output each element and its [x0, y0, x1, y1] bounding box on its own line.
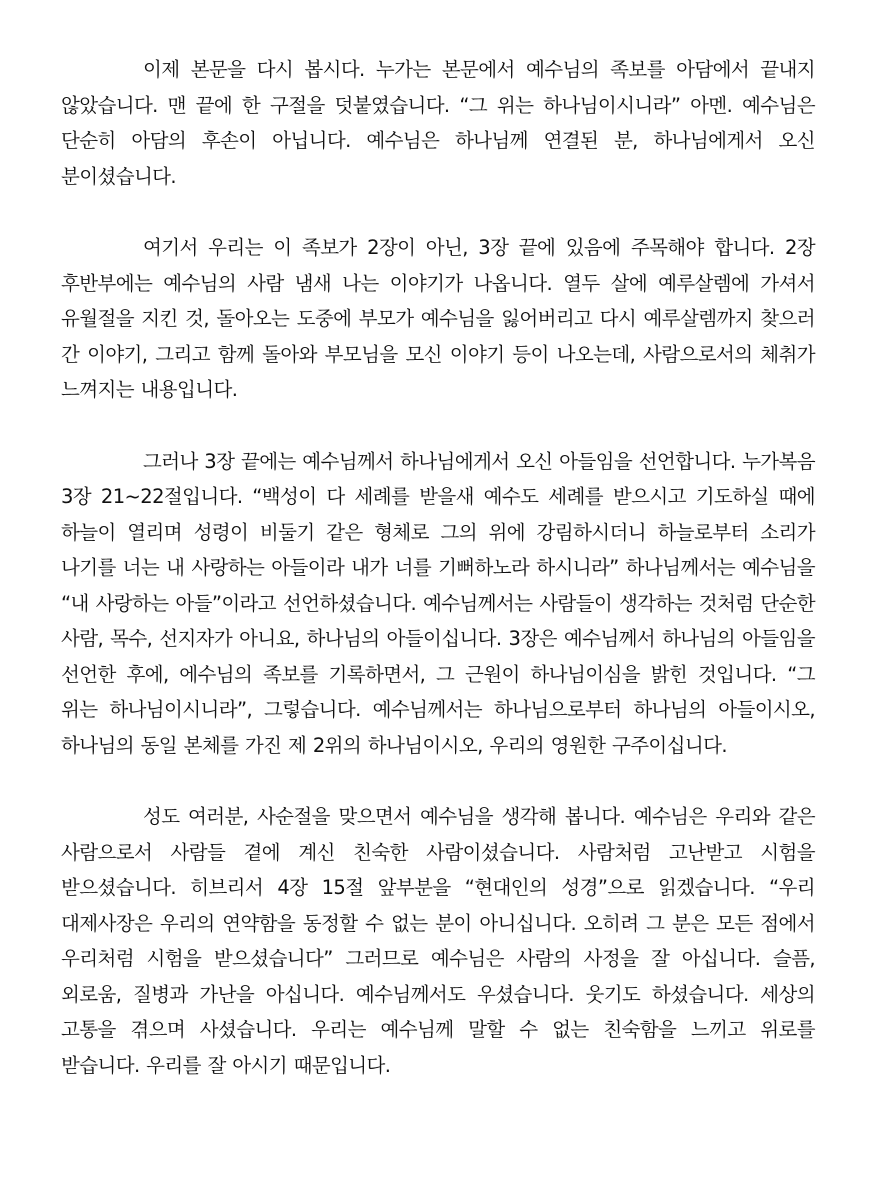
paragraph-2: 여기서 우리는 이 족보가 2장이 아닌, 3장 끝에 있음에 주목해야 합니다. 2장 후반부에는 예수님의 사람 냄새 나는 이야기가 나옵니다. 열두 살에 예루살렘에 가셔서 유월절을 지킨 것, 돌아오는 도중에 부모가 예수님을 잃어버리고 다시 예루살렘까지 찾으러 간 이야기, 그리고 함께 돌아와 부모님을 모신 이야기 등이 나오는데, 사람으로서의 체취가 느껴지는 내용입니다. — [61, 236, 815, 401]
document-body — [61, 52, 815, 1083]
paragraph-3: 그러나 3장 끝에는 예수님께서 하나님에게서 오신 아들임을 선언합니다. 누가복음 3장 21~22절입니다. “백성이 다 세례를 받을새 예수도 세례를 받으시고 기도하실 때에 하늘이 열리며 성령이 비둘기 같은 형체로 그의 위에 강림하시더니 하늘로부터 소리가 나기를 너는 내 사랑하는 아들이라 내가 너를 기뻐하노라 하시니라” 하나님께서는 예수님을 “내 사랑하는 아들”이라고 선언하셨습니다. 예수님께서는 사람들이 생각하는 것처럼 단순한 사람, 목수, 선지자가 아니요, 하나님의 아들이십니다. 3장은 예수님께서 하나님의 아들임을 선언한 후에, 에수님의 족보를 기록하면서, 그 근원이 하나님이심을 밝힌 것입니다. “그 위는 하나님이시니라”, 그렇습니다. 예수님께서는 하나님으로부터 하나님의 아들이시오, 하나님의 동일 본체를 가진 제 2위의 하나님이시오, 우리의 영원한 구주이십니다. — [61, 449, 816, 757]
paragraph-1: 이제 본문을 다시 봅시다. 누가는 본문에서 예수님의 족보를 아담에서 끝내지 않았습니다. 맨 끝에 한 구절을 덧붙였습니다. “그 위는 하나님이시니라” 아멘. 예수님은 단순히 아담의 후손이 아닙니다. 예수님은 하나님께 연결된 분, 하나님에게서 오신 분이셨습니다. — [61, 58, 815, 188]
paragraph-4: 성도 여러분, 사순절을 맞으면서 예수님을 생각해 봅니다. 예수님은 우리와 같은 사람으로서 사람들 곁에 계신 친숙한 사람이셨습니다. 사람처럼 고난받고 시험을 받으셨습니다. 히브리서 4장 15절 앞부분을 “현대인의 성경”으로 읽겠습니다. “우리 대제사장은 우리의 연약함을 동정할 수 없는 분이 아니십니다. 오히려 그 분은 모든 점에서 우리처럼 시험을 받으셨습니다” 그러므로 예수님은 사람의 사정을 잘 아십니다. 슬픔, 외로움, 질병과 가난을 아십니다. 예수님께서도 우셨습니다. 웃기도 하셨습니다. 세상의 고통을 겪으며 사셨습니다. 우리는 예수님께 말할 수 없는 친숙함을 느끼고 위로를 받습니다. 우리를 잘 아시기 때문입니다. — [61, 805, 815, 1077]
